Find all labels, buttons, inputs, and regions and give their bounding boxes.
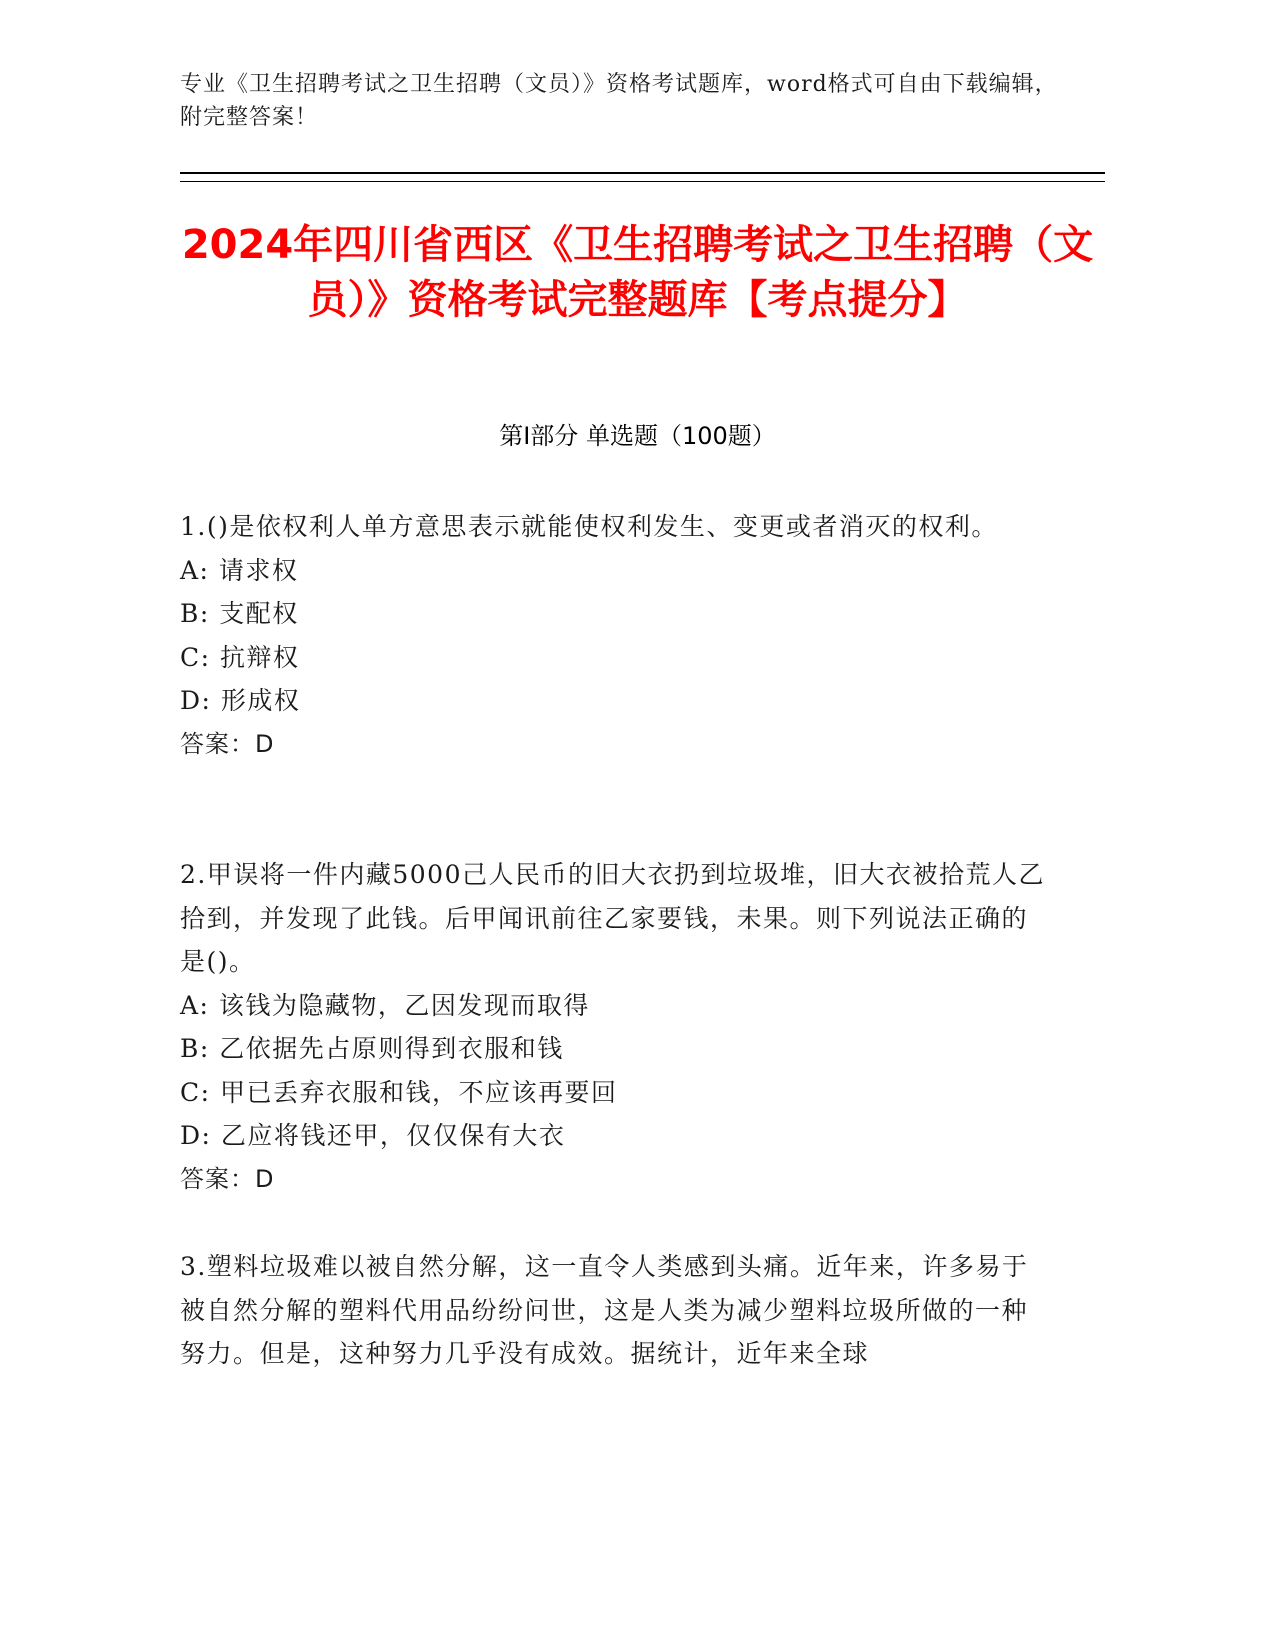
question-stem: 3.塑料垃圾难以被自然分解，这一直令人类感到头痛。近年来，许多易于被自然分解的塑料代用品纷纷问世，这是人类为减少塑料垃圾所做的一种努力。但是，这种努力几乎没有成效。据统计，近年来全球 (180, 1252, 1029, 1368)
answer: 答案：D (180, 729, 275, 758)
question-stem: 2.甲误将一件内藏5000己人民币的旧大衣扔到垃圾堆，旧大衣被拾荒人乙拾到，并发现了此钱。后甲闻讯前往乙家要钱，未果。则下列说法正确的是()。 (180, 860, 1045, 976)
option-d: D: 形成权 (180, 686, 301, 715)
option-a: A: 请求权 (180, 555, 299, 585)
question-1 (180, 505, 1050, 766)
option-d: D: 乙应将钱还甲，仅仅保有大衣 (180, 1121, 566, 1150)
header-rule-thick (180, 172, 1105, 174)
answer: 答案：D (180, 1164, 275, 1193)
option-c: C: 甲已丢弃衣服和钱，不应该再要回 (180, 1077, 618, 1107)
option-c: C: 抗辩权 (180, 642, 300, 672)
question-3 (180, 1245, 1050, 1376)
question-2 (180, 853, 1050, 1201)
option-b: B: 支配权 (180, 599, 299, 628)
header-note: 专业《卫生招聘考试之卫生招聘（文员）》资格考试题库，word格式可自由下载编辑，附完整答案！ (180, 72, 1058, 130)
section-title: 第Ⅰ部分 单选题（100题） (499, 422, 776, 450)
option-a: A: 该钱为隐藏物，乙因发现而取得 (180, 990, 590, 1020)
header-rule-thin (180, 181, 1105, 182)
option-b: B: 乙依据先占原则得到衣服和钱 (180, 1034, 564, 1063)
question-stem: 1.()是依权利人单方意思表示就能使权利发生、变更或者消灭的权利。 (180, 512, 998, 541)
document-title: 2024年四川省西区《卫生招聘考试之卫生招聘（文员）》资格考试完整题库【考点提分】 (181, 222, 1094, 323)
